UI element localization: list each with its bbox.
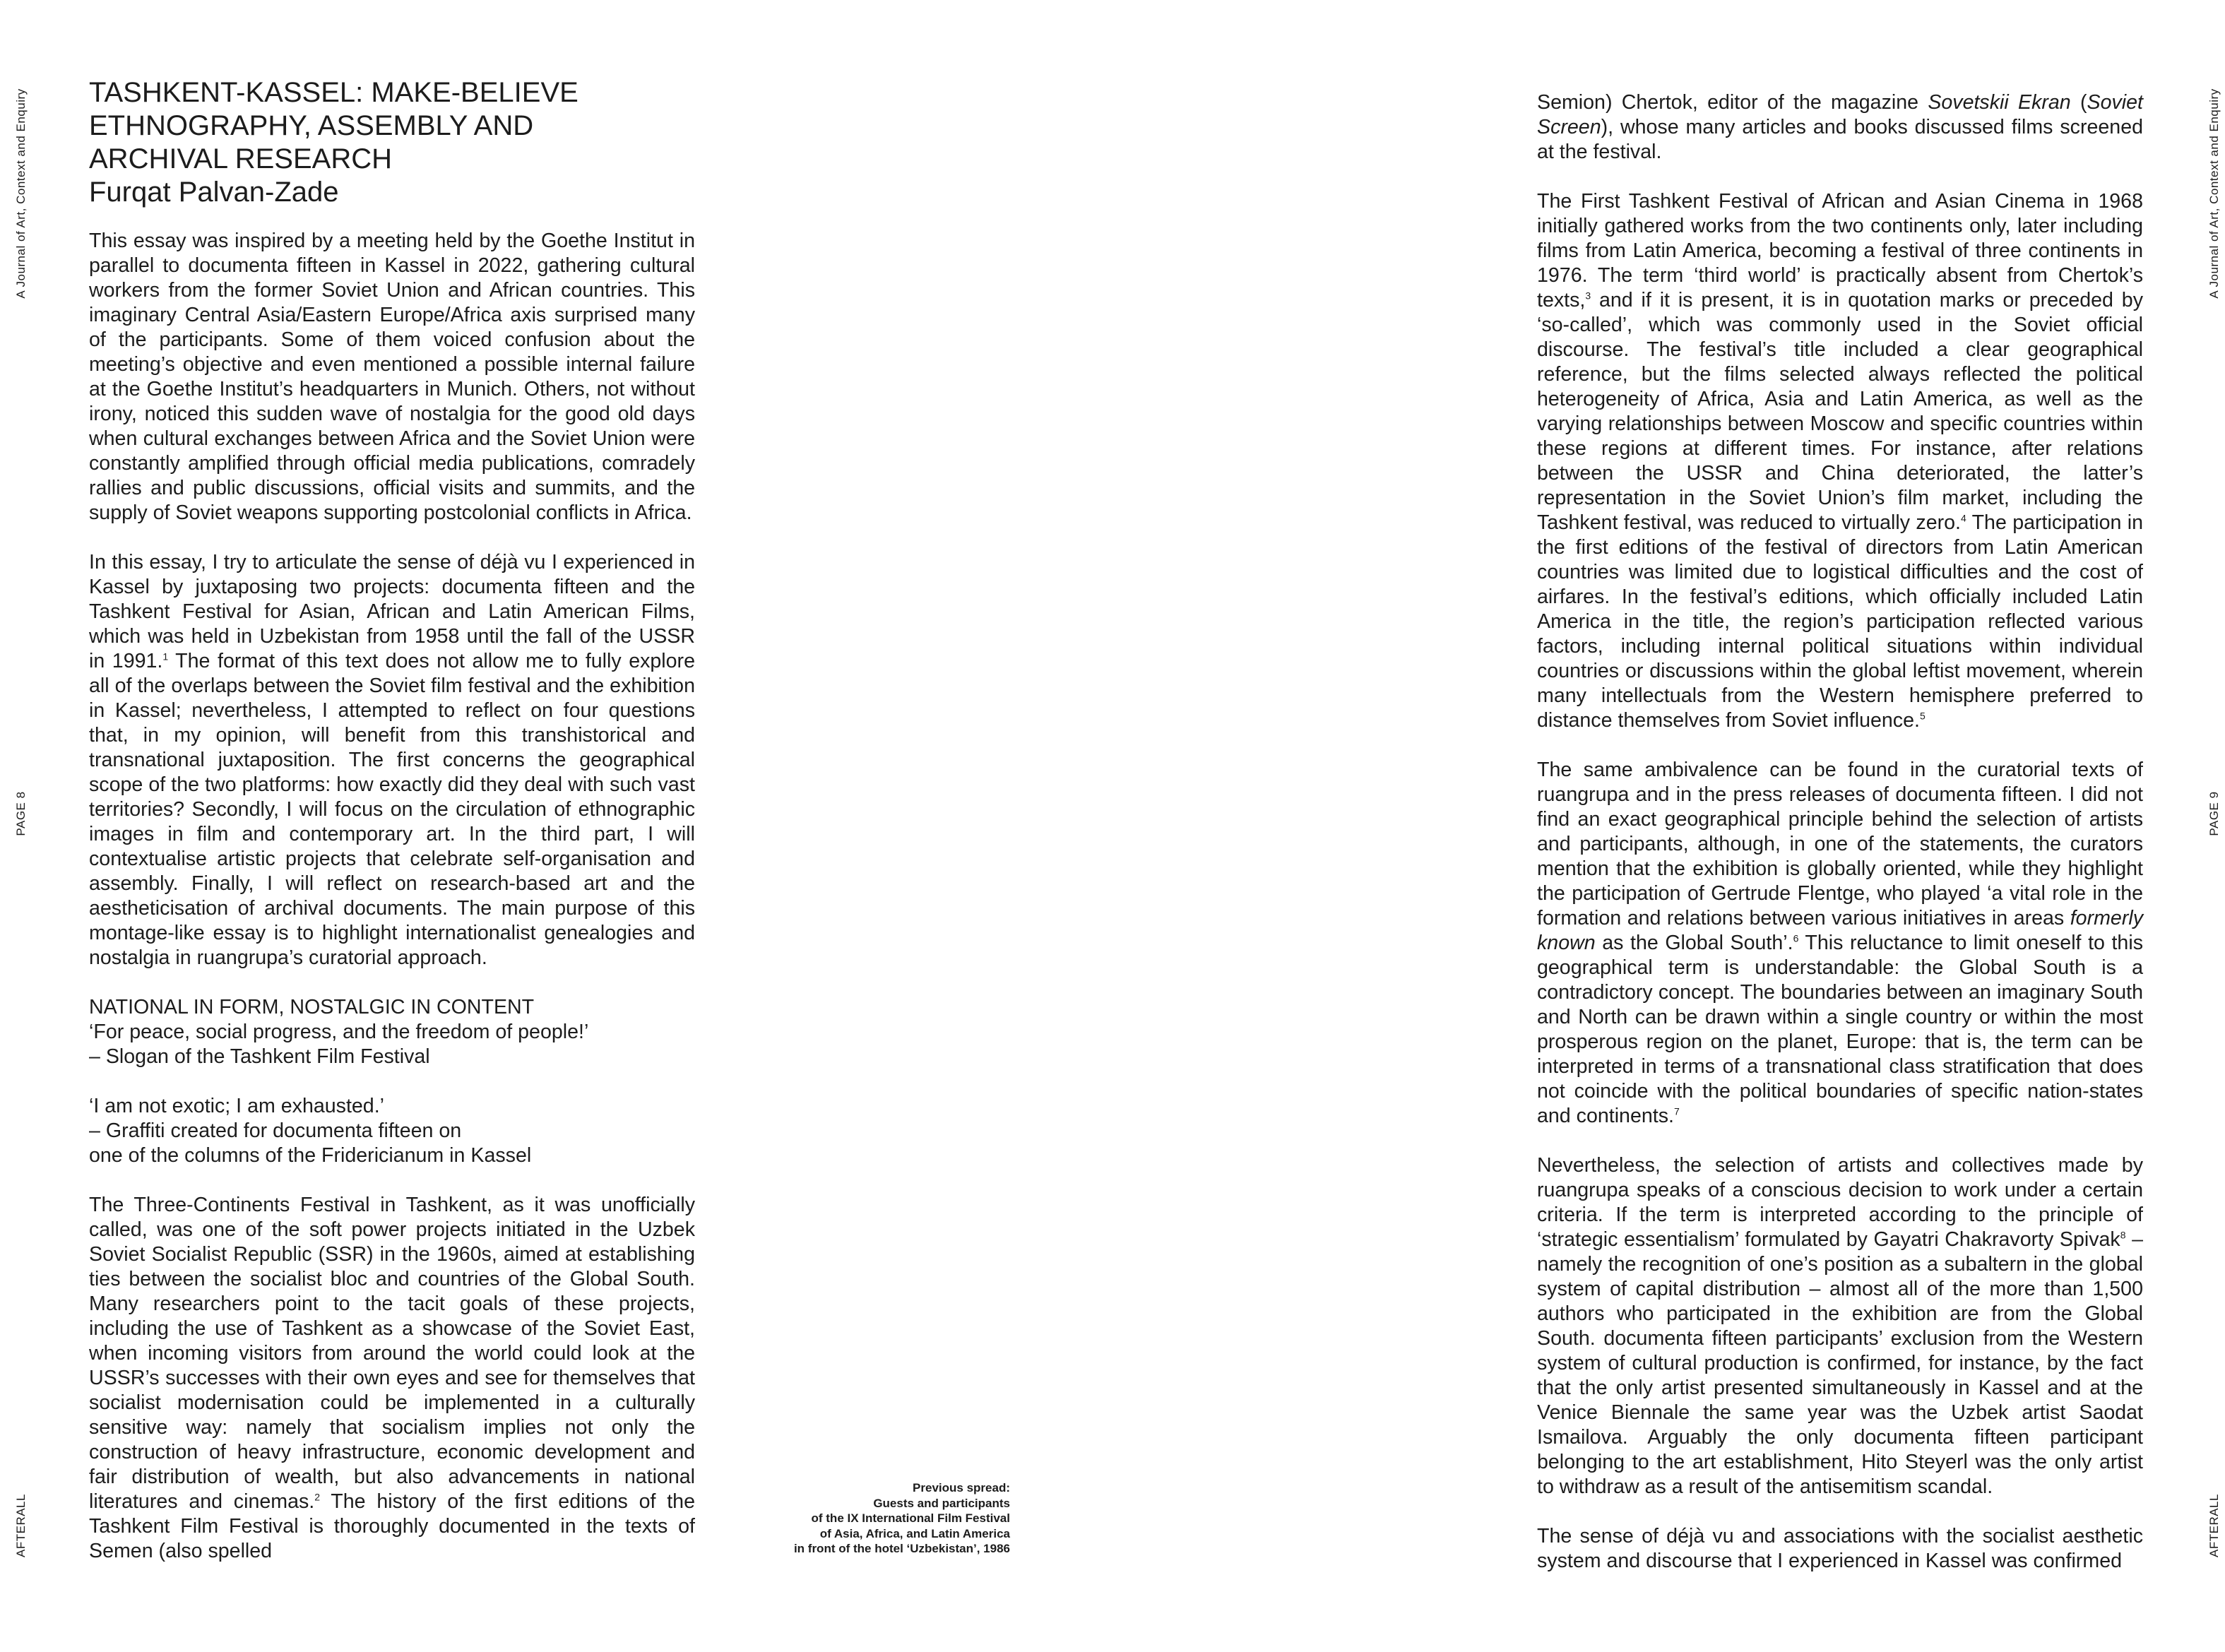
- image-caption: [706, 1480, 1010, 1557]
- footnote-ref[interactable]: 6: [1793, 932, 1799, 944]
- section-heading: NATIONAL IN FORM, NOSTALGIC IN CONTENT: [89, 996, 535, 1018]
- epigraph-quote: ‘I am not exotic; I am exhausted.’: [89, 1095, 384, 1117]
- footnote-ref[interactable]: 2: [314, 1491, 321, 1503]
- body-paragraph: In this essay, I try to articulate the sense of déjà vu I experienced in Kassel by juxtaposing two projects: documenta fifteen and the Tashkent Festival for Asian, African and Latin American Films, which was held in Uzbekistan from 1958 until the fall of the USSR in 1991.$^1$ The format of this text does not allow me to fully explore all of the overlaps between the Soviet film festival and the exhibition in Kassel; nevertheless, I attempted to reflect on four questions that, in my opinion, will benefit from this transhistorical and transnational juxtaposition. The first concerns the geographical scope of the two platforms: how exactly did they deal with such vast territories? Secondly, I will focus on the circulation of ethnographic images in film and contemporary art. In the third part, I will contextualise artistic projects that celebrate self-organisation and assembly. Finally, I will reflect on research-based art and the aestheticisation of archival documents. The main purpose of this montage-like essay is to highlight internationalist genealogies and nostalgia in ruangrupa’s curatorial approach.: [89, 551, 695, 969]
- right-column: [1537, 90, 2143, 1574]
- body-paragraph: Nevertheless, the selection of artists and collectives made by ruangrupa speaks of a conscious decision to work under a certain criteria. If the term is interpreted according to the principle of ‘strategic essentialism’ formulated by Gayatri Chakravorty Spivak$^8$ – namely the recognition of one’s position as a subaltern in the global system of capital distribution – almost all of the more than 1,500 authors who participated in the exhibition are from the Global South. documenta fifteen participants’ exclusion from the Western system of cultural production is confirmed, for instance, by the fact that the only artist presented simultaneously in Kassel and at the Venice Biennale the same year was the Uzbek artist Saodat Ismailova. Arguably the only documenta fifteen participant belonging to the art establishment, Hito Steyerl was the only artist to withdraw as a result of the antisemitism scandal.: [1537, 1154, 2143, 1498]
- body-paragraph: The same ambivalence can be found in the curatorial texts of ruangrupa and in the press releases of documenta fifteen. I did not find an exact geographical principle behind the selection of artists and participants, although, in one of the statements, the curators mention that the exhibition is globally oriented, while they highlight the participation of Gertrude Flentge, who played ‘a vital role in the formation and relations between various initiatives in areas formerly known as the Global South’.$^6$ This reluctance to limit oneself to this geographical term is understandable: the Global South is a contradictory concept. The boundaries between an imaginary South and North can be drawn within a single country or within the most prosperous region on the planet, Europe: that is, the term can be interpreted in terms of a transnational class stratification that does not coincide with the political boundaries of specific nation-states and continents.$^7$: [1537, 759, 2143, 1127]
- footnote-ref[interactable]: 7: [1673, 1105, 1680, 1117]
- caption-line: Guests and participants: [873, 1496, 1010, 1510]
- left-column: [89, 76, 695, 1564]
- footnote-ref[interactable]: 8: [2120, 1229, 2126, 1241]
- footnote-ref[interactable]: 4: [1960, 512, 1966, 524]
- epigraph-quote: ‘For peace, social progress, and the freedom of people!’: [89, 1021, 589, 1043]
- epigraph-source: – Slogan of the Tashkent Film Festival: [89, 1045, 430, 1068]
- journal-label: A Journal of Art, Context and Enquiry: [14, 88, 28, 299]
- brand-label: AFTERALL: [2207, 1494, 2221, 1557]
- caption-line: in front of the hotel ‘Uzbekistan’, 1986: [793, 1542, 1010, 1555]
- body-paragraph: The First Tashkent Festival of African and Asian Cinema in 1968 initially gathered works from the two continents only, later including films from Latin America, becoming a festival of three continents in 1976. The term ‘third world’ is practically absent from Chertok’s texts,$^3$ and if it is present, it is in quotation marks or preceded by ‘so-called’, which was commonly used in the Soviet official discourse. The festival’s title included a clear geographical reference, but the films selected always reflected the political heterogeneity of Africa, Asia and Latin America, as well as the varying relationships between Moscow and specific countries within these regions at different times. For instance, after relations between the USSR and China deteriorated, the latter’s representation in the Soviet Union’s film market, including the Tashkent festival, was reduced to virtually zero.$^4$ The participation in the first editions of the festival of directors from Latin American countries was limited due to logistical difficulties and the cost of airfares. In the festival’s editions, which officially included Latin America in the title, the region’s participation reflected various factors, including internal political situations within individual countries or discussions within the global leftist movement, wherein many intellectuals from the Western hemisphere preferred to distance themselves from Soviet influence.$^5$: [1537, 190, 2143, 732]
- page-number: PAGE 8: [14, 791, 28, 836]
- footnote-ref[interactable]: 3: [1585, 290, 1591, 302]
- body-paragraph: The sense of déjà vu and associations with the socialist aesthetic system and discourse that I experienced in Kassel was confirmed: [1537, 1525, 2143, 1572]
- right-page: [1112, 0, 2225, 1652]
- journal-label: A Journal of Art, Context and Enquiry: [2207, 88, 2221, 299]
- body-paragraph: This essay was inspired by a meeting held by the Goethe Institut in parallel to documenta fifteen in Kassel in 2022, gathering cultural workers from the former Soviet Union and African countries. This imaginary Central Asia/Eastern Europe/Africa axis surprised many of the participants. Some of them voiced confusion about the meeting’s objective and even mentioned a possible internal failure at the Goethe Institut’s headquarters in Munich. Others, not without irony, noticed this sudden wave of nostalgia for the good old days when cultural exchanges between Africa and the Soviet Union were constantly amplified through official media publications, comradely rallies and public discussions, official visits and summits, and the supply of Soviet weapons supporting postcolonial conflicts in Africa.: [89, 230, 695, 524]
- caption-line: of Asia, Africa, and Latin America: [819, 1526, 1010, 1540]
- footnote-ref[interactable]: 5: [1919, 710, 1926, 722]
- left-page: [0, 0, 1112, 1652]
- author-name: Furqat Palvan-Zade: [89, 177, 339, 208]
- title-line: ARCHIVAL RESEARCH: [89, 143, 392, 174]
- caption-line: Previous spread:: [913, 1481, 1010, 1494]
- caption-line: of the IX International Film Festival: [811, 1511, 1010, 1525]
- epigraph-source: – Graffiti created for documenta fifteen on: [89, 1119, 462, 1142]
- article-heading: [89, 76, 695, 209]
- page-number: PAGE 9: [2207, 791, 2221, 836]
- footnote-ref[interactable]: 1: [162, 650, 169, 662]
- body-paragraph: Semion) Chertok, editor of the magazine Sovetskii Ekran (Soviet Screen), whose many articles and books discussed films screened at the festival.: [1537, 91, 2144, 163]
- title-line: TASHKENT-KASSEL: MAKE-BELIEVE: [89, 77, 578, 108]
- brand-label: AFTERALL: [14, 1494, 28, 1557]
- title-line: ETHNOGRAPHY, ASSEMBLY AND: [89, 110, 534, 141]
- epigraph-source: one of the columns of the Fridericianum in Kassel: [89, 1144, 532, 1167]
- body-paragraph: The Three-Continents Festival in Tashkent, as it was unofficially called, was one of the soft power projects initiated in the Uzbek Soviet Socialist Republic (SSR) in the 1960s, aimed at establishing ties between the socialist bloc and countries of the Global South. Many researchers point to the tacit goals of these projects, including the use of Tashkent as a showcase of the Soviet East, when incoming visitors from around the world could look at the USSR’s successes with their own eyes and see for themselves that socialist modernisation could be implemented in a culturally sensitive way: namely that socialism implies not only the construction of heavy infrastructure, economic development and fair distribution of wealth, but also advancements in national literatures and cinemas.$^2$ The history of the first editions of the Tashkent Film Festival is thoroughly documented in the texts of Semen (also spelled: [89, 1194, 695, 1562]
